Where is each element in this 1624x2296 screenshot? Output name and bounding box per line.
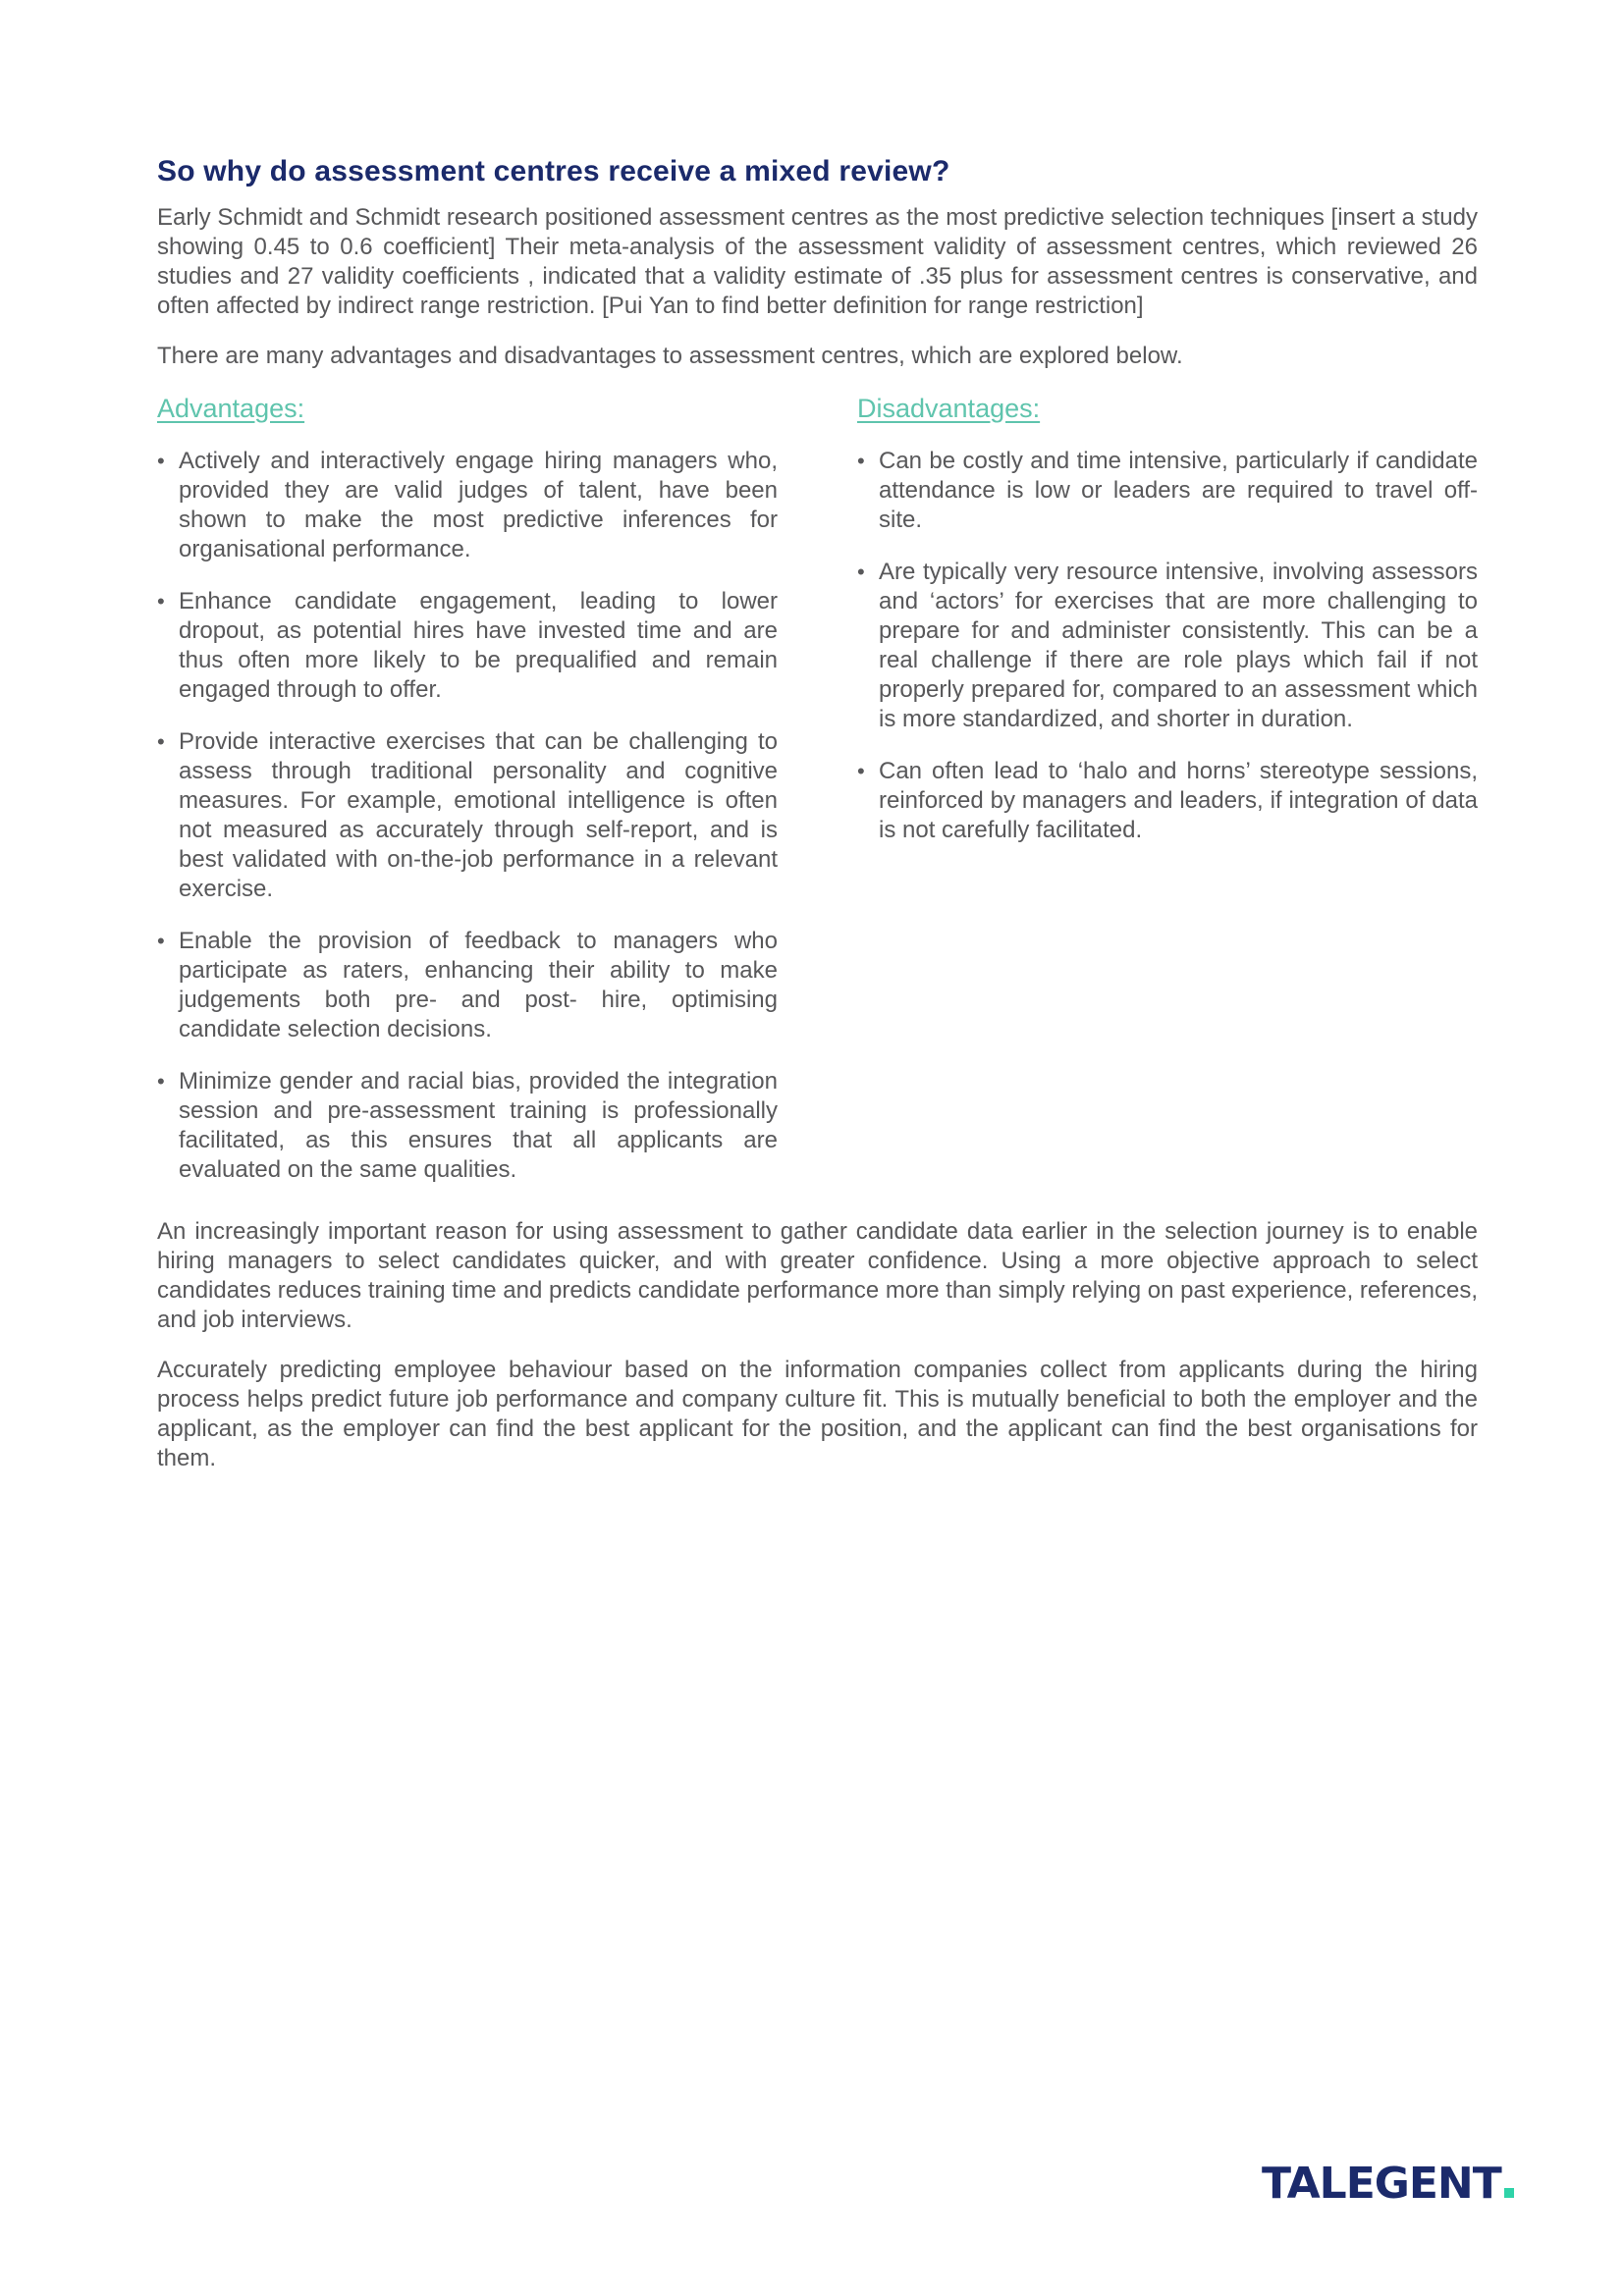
bullet-icon: • (157, 729, 165, 754)
disadvantage-item (857, 757, 1478, 845)
bullet-icon: • (157, 1069, 165, 1094)
advantage-text: Provide interactive exercises that can be challenging to assess through traditional personality and cognitive measures. For example, emotional intelligence is often not measured as accurately through self-report, and is best validated with on-the-job performance in a relevant exercise. (179, 728, 778, 902)
advantage-text: Actively and interactively engage hiring managers who, provided they are valid judges of talent, have been shown to make the most predictive inferences for organisational performance. (179, 448, 778, 562)
disadvantages-column (857, 392, 1478, 1207)
logo-dot-icon (1504, 2188, 1514, 2198)
disadvantages-title: Disadvantages: (857, 394, 1041, 423)
bullet-icon: • (857, 560, 865, 584)
closing-paragraph-1: An increasingly important reason for using assessment to gather candidate data earlier in the selection journey is to enable hiring managers to select candidates quicker, and with greater confidence. Using a more objective approach to select candidates reduces training time and predicts candidate performance more than simply relying on past experience, references, and job interviews. (157, 1218, 1478, 1333)
disadvantage-text: Can often lead to ‘halo and horns’ stereotype sessions, reinforced by managers and leaders, if integration of data is not carefully facilitated. (879, 758, 1478, 843)
pros-cons-columns (157, 392, 1478, 1207)
disadvantage-text: Can be costly and time intensive, particularly if candidate attendance is low or leaders are required to travel off-site. (879, 448, 1478, 533)
page-title: So why do assessment centres receive a mixed review? (157, 155, 950, 187)
bullet-icon: • (857, 449, 865, 473)
closing-section (157, 1217, 1478, 1473)
logo-wordmark: TALEGENT (1262, 2159, 1501, 2209)
bullet-icon: • (857, 759, 865, 783)
intro-paragraph-1: Early Schmidt and Schmidt research positioned assessment centres as the most predictive selection techniques [insert a study showing 0.45 to 0.6 coefficient] Their meta-analysis of the assessment validity of assessment centres, which reviewed 26 studies and 27 validity coefficients , indicated that a validity estimate of .35 plus for assessment centres is conservative, and often affected by indirect range restriction. [Pui Yan to find better definition for range restriction] (157, 204, 1478, 319)
advantage-text: Enhance candidate engagement, leading to lower dropout, as potential hires have invested time and are thus often more likely to be prequalified and remain engaged through to offer. (179, 588, 778, 703)
intro-paragraph-2: There are many advantages and disadvantages to assessment centres, which are explored below. (157, 343, 1183, 369)
advantage-text: Minimize gender and racial bias, provided the integration session and pre-assessment training is professionally facilitated, as this ensures that all applicants are evaluated on the same qualities. (179, 1068, 778, 1183)
advantages-column (157, 392, 778, 1207)
talegent-logo (1262, 2160, 1514, 2209)
advantage-item (157, 1067, 778, 1185)
bullet-icon: • (157, 589, 165, 614)
disadvantage-item (857, 558, 1478, 734)
closing-paragraph-2: Accurately predicting employee behaviour based on the information companies collect from applicants during the hiring process helps predict future job performance and company culture fit. This is mutually beneficial to both the employer and the applicant, as the employer can find the best applicant for the position, and the applicant can find the best organisations for them. (157, 1357, 1478, 1471)
advantage-item (157, 447, 778, 564)
advantage-item (157, 727, 778, 904)
bullet-icon: • (157, 449, 165, 473)
advantages-title: Advantages: (157, 394, 305, 423)
advantage-text: Enable the provision of feedback to managers who participate as raters, enhancing their ability to make judgements both pre- and post- hire, optimising candidate selection decisions. (179, 928, 778, 1042)
advantages-list (157, 447, 778, 1185)
disadvantage-text: Are typically very resource intensive, involving assessors and ‘actors’ for exercises that are more challenging to prepare for and administer consistently. This can be a real challenge if there are role plays which fail if not properly prepared for, compared to an assessment which is more standardized, and shorter in duration. (879, 559, 1478, 732)
disadvantage-item (857, 447, 1478, 535)
bullet-icon: • (157, 929, 165, 953)
disadvantages-list (857, 447, 1478, 845)
page-content (157, 152, 1478, 1494)
advantage-item (157, 927, 778, 1044)
advantage-item (157, 587, 778, 705)
